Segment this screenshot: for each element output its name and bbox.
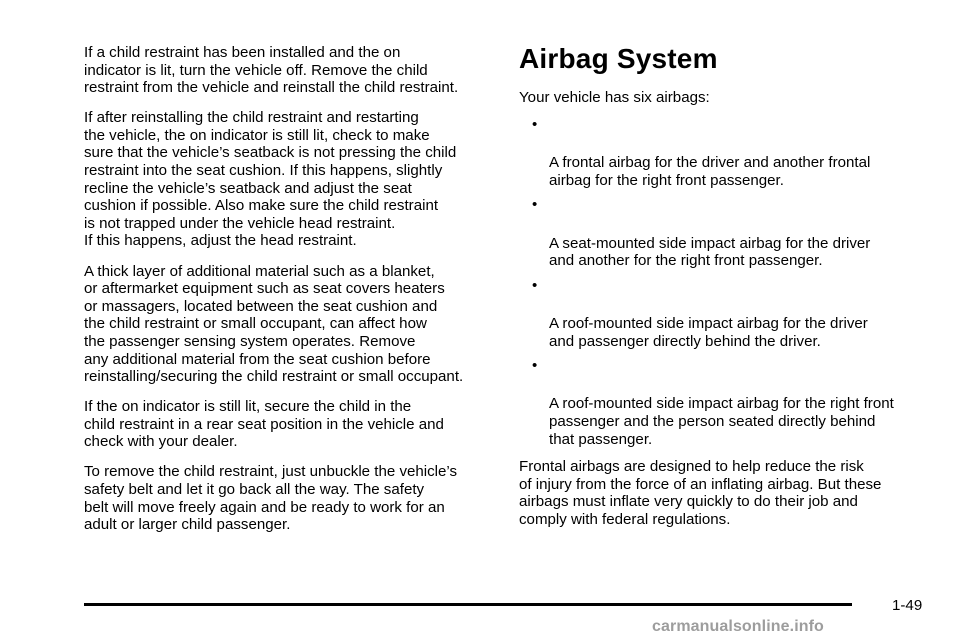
- list-item: [519, 276, 931, 350]
- paragraph-indicator-lit: If a child restraint has been installed and the on indicator is lit, turn the vehicle off. Remove the child restraint from the vehicle and reinstall the child restraint.: [84, 44, 459, 97]
- bullet-icon: •: [532, 196, 538, 214]
- left-column: [84, 44, 496, 546]
- paragraph-additional-material: A thick layer of additional material such as a blanket, or aftermarket equipment such as seat covers heaters or massagers, located between the seat cushion and the child restraint or small occupant, can affect how the passenger sensing system operates. Remove any additional material from the seat cushion before reinstalling/securing the child restraint or small occupant.: [84, 262, 464, 386]
- footer-rule: [84, 603, 852, 606]
- paragraph-rear-seat: If the on indicator is still lit, secure the child in the child restraint in a rear seat position in the vehicle and check with your dealer.: [84, 398, 444, 451]
- list-item: [519, 196, 931, 270]
- bullet-icon: •: [532, 116, 538, 134]
- list-item-text: A frontal airbag for the driver and another frontal airbag for the right front passenger.: [549, 154, 871, 189]
- airbag-intro: Your vehicle has six airbags:: [519, 89, 710, 106]
- list-item-text: A roof-mounted side impact airbag for the driver and passenger directly behind the driver.: [549, 315, 868, 350]
- page-number: 1-49: [892, 597, 923, 614]
- watermark: carmanualsonline.info: [652, 618, 824, 635]
- list-item: [519, 357, 931, 448]
- list-item: [519, 116, 931, 189]
- bullet-icon: •: [532, 357, 538, 375]
- bullet-icon: •: [532, 276, 538, 294]
- section-heading: Airbag System: [519, 43, 718, 74]
- paragraph-reinstall-check: If after reinstalling the child restraint and restarting the vehicle, the on indicator is still lit, check to make sure that the vehicle’s seatback is not pressing the child restraint into the seat cushion. If this happens, slightly recline the vehicle’s seatback and adjust the seat cushion if possible. Also make sure the child restraint is not trapped under the vehicle head restraint. If this happens, adjust the head restraint.: [84, 109, 457, 250]
- airbag-closing-paragraph: Frontal airbags are designed to help reduce the risk of injury from the force of an inflating airbag. But these airbags must inflate very quickly to do their job and comply with federal regulations.: [519, 458, 882, 528]
- list-item-text: A roof-mounted side impact airbag for the right front passenger and the person seated directly behind that passenger.: [549, 395, 894, 448]
- list-item-text: A seat-mounted side impact airbag for the driver and another for the right front passenger.: [549, 234, 871, 270]
- right-column: [519, 42, 931, 541]
- airbag-list: [519, 116, 931, 448]
- paragraph-remove-restraint: To remove the child restraint, just unbuckle the vehicle’s safety belt and let it go back all the way. The safety belt will move freely again and be ready to work for an adult or larger child passenger.: [84, 463, 458, 534]
